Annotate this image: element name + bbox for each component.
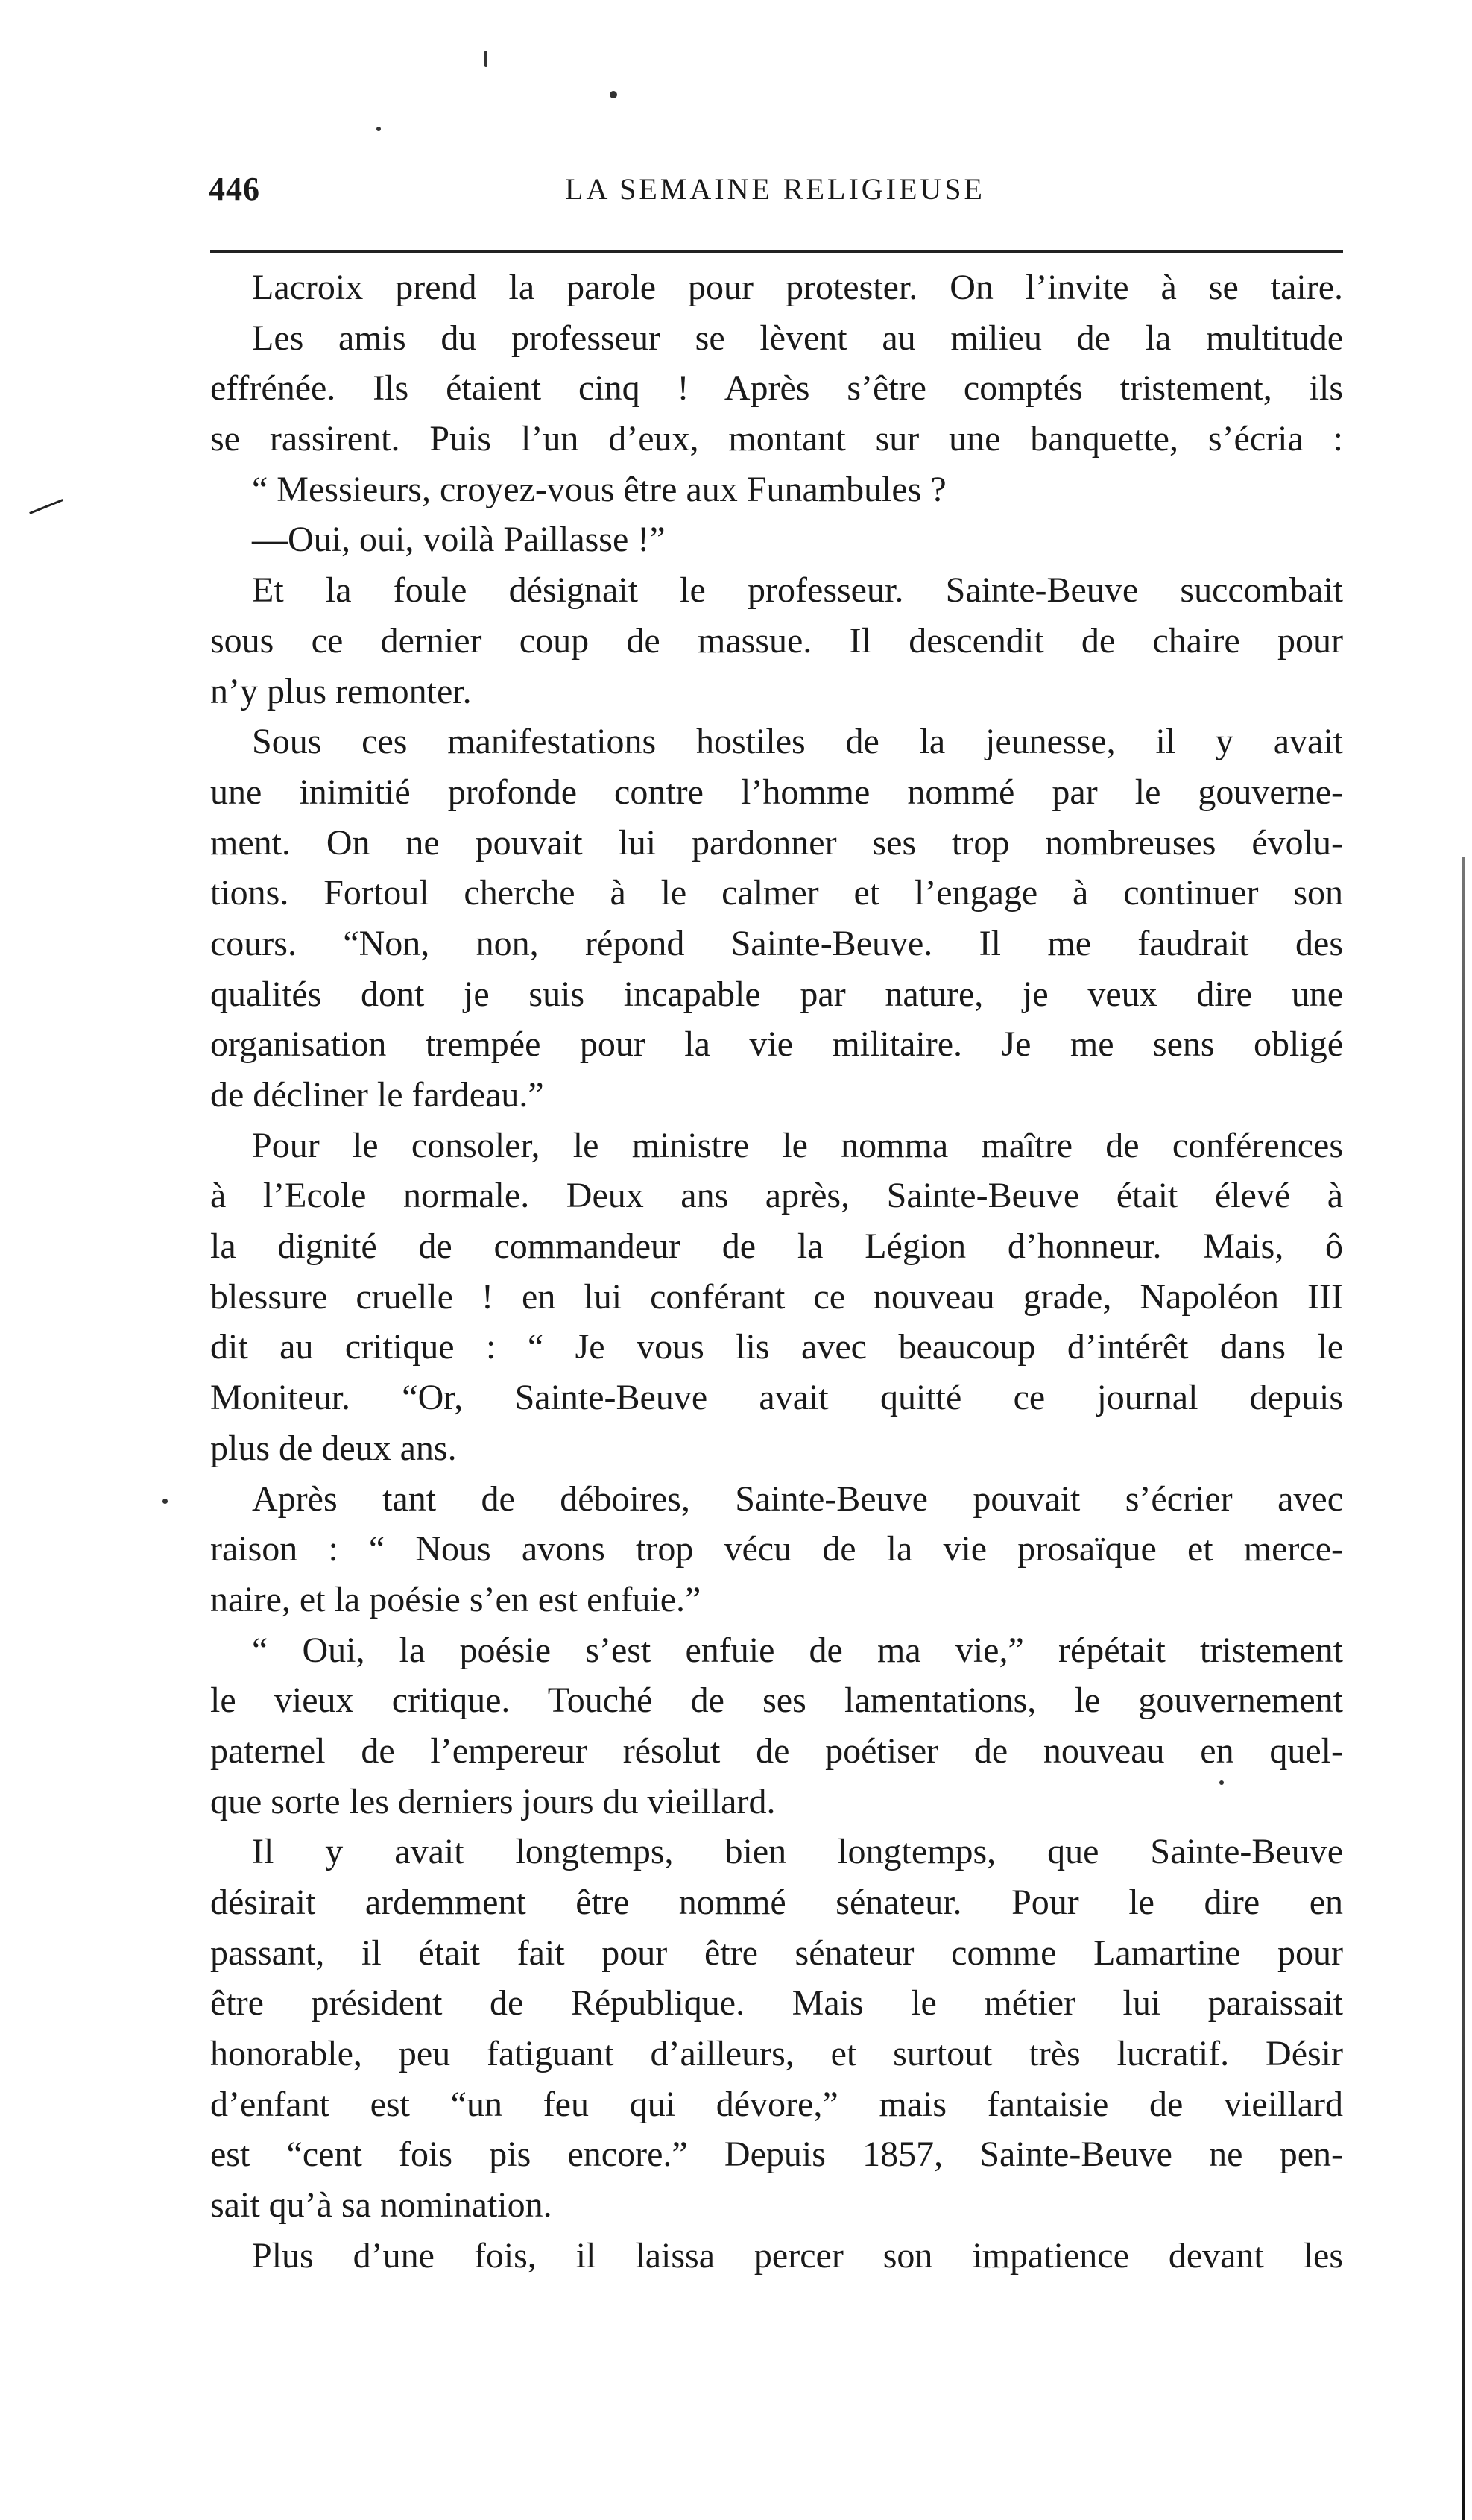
text-line: la dignité de commandeur de la Légion d’honneur. Mais, ô xyxy=(210,1226,1343,1267)
text-line: Sous ces manifestations hostiles de la jeunesse, il y avait xyxy=(252,722,1343,762)
text-line: organisation trempée pour la vie militaire. Je me sens obligé xyxy=(210,1024,1343,1065)
text-line: tions. Fortoul cherche à le calmer et l’engage à continuer son xyxy=(210,873,1343,913)
text-line: cours. “Non, non, répond Sainte-Beuve. Il me faudrait des xyxy=(210,923,1343,963)
text-line: se rassirent. Puis l’un d’eux, montant sur une banquette, s’écria : xyxy=(210,419,1343,459)
text-line: Et la foule désignait le professeur. Sainte-Beuve succombait xyxy=(252,570,1343,611)
text-line: sait qu’à sa nomination. xyxy=(210,2185,552,2226)
text-line: Après tant de déboires, Sainte-Beuve pouvait s’écrier avec xyxy=(252,1478,1343,1519)
text-line: le vieux critique. Touché de ses lamentations, le gouvernement xyxy=(210,1680,1343,1721)
text-line: effrénée. Ils étaient cinq ! Après s’être comptés tristement, ils xyxy=(210,368,1343,409)
text-line: naire, et la poésie s’en est enfuie.” xyxy=(210,1579,701,1619)
running-title: LA SEMAINE RELIGIEUSE xyxy=(565,172,985,206)
text-line: que sorte les derniers jours du vieillard. xyxy=(210,1781,776,1821)
page-header xyxy=(209,163,1342,215)
scan-speck xyxy=(162,1499,168,1504)
text-line: plus de deux ans. xyxy=(210,1428,457,1468)
text-line: Pour le consoler, le ministre le nomma maître de conférences xyxy=(252,1125,1343,1165)
text-line: Les amis du professeur se lèvent au milieu de la multitude xyxy=(252,318,1343,358)
text-line: Il y avait longtemps, bien longtemps, que Sainte-Beuve xyxy=(252,1832,1343,1872)
scan-speck xyxy=(610,91,617,98)
page-number: 446 xyxy=(209,171,260,207)
text-line: dit au critique : “ Je vous lis avec beaucoup d’intérêt dans le xyxy=(210,1327,1343,1367)
text-line: de décliner le fardeau.” xyxy=(210,1075,544,1115)
text-line: d’enfant est “un feu qui dévore,” mais fantaisie de vieillard xyxy=(210,2084,1343,2124)
text-line: “ Oui, la poésie s’est enfuie de ma vie,” répétait tristement xyxy=(252,1630,1343,1670)
text-line: paternel de l’empereur résolut de poétiser de nouveau en quel- xyxy=(210,1730,1343,1771)
text-line: sous ce dernier coup de massue. Il descendit de chaire pour xyxy=(210,620,1343,661)
body-text xyxy=(210,262,1343,2281)
text-line: n’y plus remonter. xyxy=(210,671,472,711)
scan-speck xyxy=(484,51,487,67)
text-line: blessure cruelle ! en lui conférant ce nouveau grade, Napoléon III xyxy=(210,1276,1343,1317)
text-line: passant, il était fait pour être sénateur comme Lamartine pour xyxy=(210,1932,1343,1973)
text-line: Plus d’une fois, il laissa percer son impatience devant les xyxy=(252,2235,1343,2275)
scan-speck xyxy=(1219,1780,1224,1785)
text-line: est “cent fois pis encore.” Depuis 1857, Sainte-Beuve ne pen- xyxy=(210,2135,1343,2175)
text-line: être président de République. Mais le métier lui paraissait xyxy=(210,1983,1343,2023)
scan-mark xyxy=(29,499,63,514)
text-line: “ Messieurs, croyez-vous être aux Funambules ? xyxy=(252,469,947,509)
text-line: qualités dont je suis incapable par nature, je veux dire une xyxy=(210,974,1343,1014)
header-rule xyxy=(210,250,1343,253)
text-line: raison : “ Nous avons trop vécu de la vie prosaïque et merce- xyxy=(210,1529,1343,1569)
scan-speck xyxy=(376,127,381,131)
text-line: Moniteur. “Or, Sainte-Beuve avait quitté ce journal depuis xyxy=(210,1378,1343,1418)
text-line: à l’Ecole normale. Deux ans après, Sainte-Beuve était élevé à xyxy=(210,1176,1343,1216)
text-line: Lacroix prend la parole pour protester. On l’invite à se taire. xyxy=(252,268,1343,307)
text-line: —Oui, oui, voilà Paillasse !” xyxy=(252,520,666,560)
scan-edge-line xyxy=(1462,857,1465,2520)
text-line: ment. On ne pouvait lui pardonner ses trop nombreuses évolu- xyxy=(210,822,1343,863)
text-line: désirait ardemment être nommé sénateur. Pour le dire en xyxy=(210,1883,1343,1922)
text-line: honorable, peu fatiguant d’ailleurs, et surtout très lucratif. Désir xyxy=(210,2034,1343,2074)
text-line: une inimitié profonde contre l’homme nommé par le gouverne- xyxy=(210,772,1343,812)
